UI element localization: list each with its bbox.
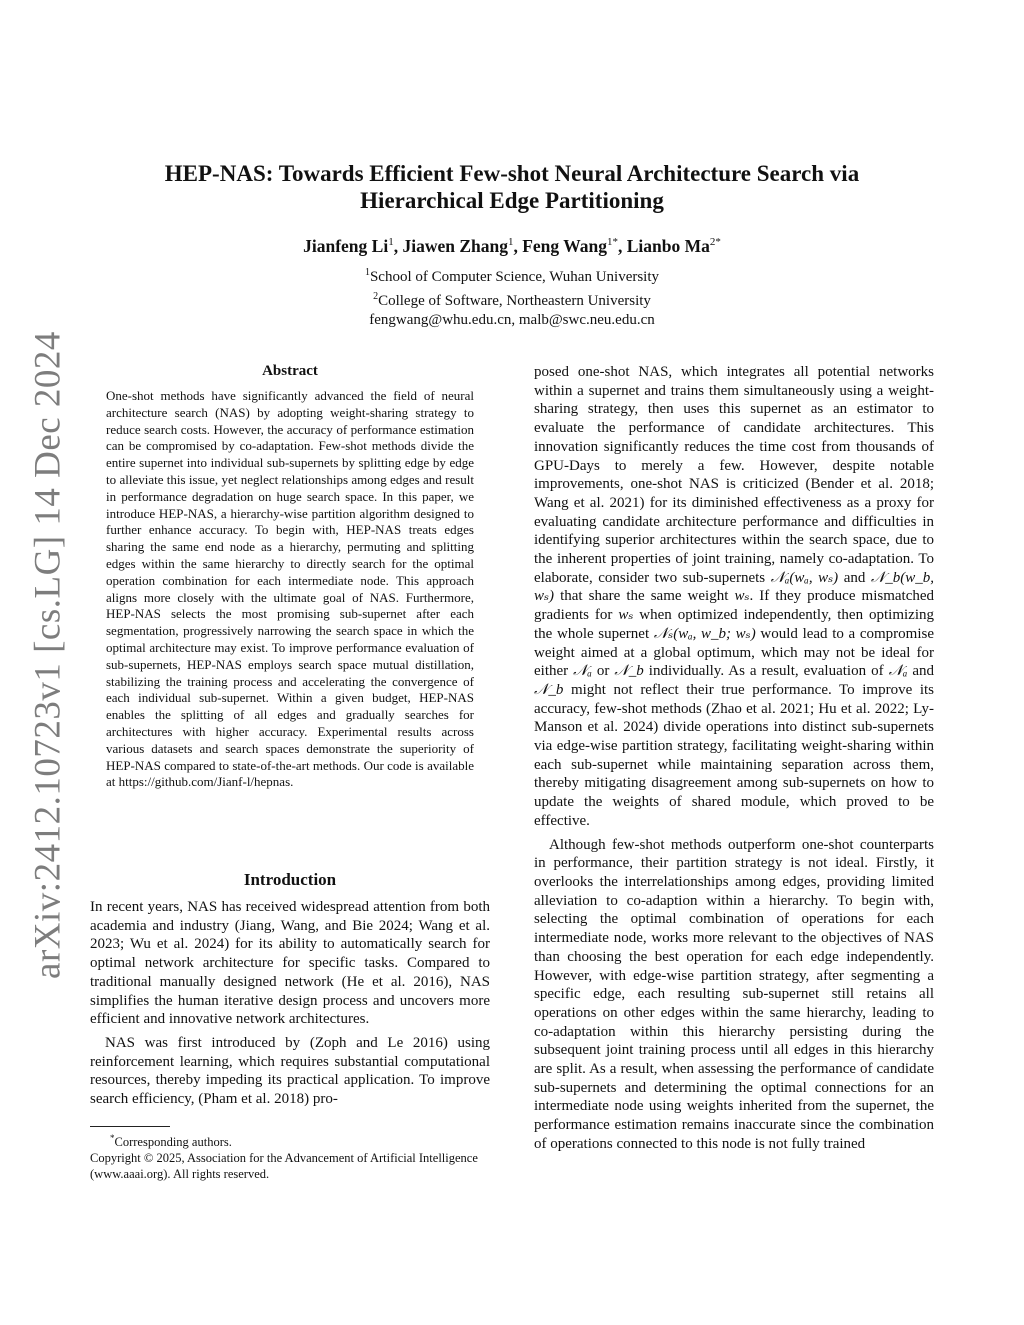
text-run: that share the same weight [560, 588, 729, 605]
affiliation-mark: 1 [364, 267, 370, 278]
math-expression: 𝒩_b(w_b, wₛ) [534, 569, 935, 605]
author-mark: 1 [388, 236, 394, 249]
text-run: and [843, 569, 866, 586]
math-expression: 𝒩ₛ(wₐ, w_b; wₛ) [653, 625, 756, 642]
math-expression: wₛ [734, 588, 750, 605]
affiliation-1 [100, 263, 924, 287]
affiliations [100, 263, 924, 330]
author-mark: 1 [507, 236, 514, 249]
title-line-2: Hierarchical Edge Partitioning [360, 188, 664, 213]
author-mark: 2* [709, 236, 721, 249]
intro-paragraph-2: NAS was first introduced by (Zoph and Le 2016) using reinforcement learning, which requires substantial computational resources, thereby impeding its practical application. To improve search efficiency, (Pham et al. 2018) pro- [90, 1034, 490, 1108]
author-name: Lianbo Ma [626, 236, 710, 256]
math-expression: wₛ [618, 607, 634, 624]
intro-paragraph-1: In recent years, NAS has received widespread attention from both academia and industry (Jiang, Wang, and Bie 2024; Wang et al. 2023; Wu et al. 2024) for its ability to automatically search for optimal network architecture for specific tasks. Compared to traditional manually designed network (He et al. 2016), NAS simplifies the human iterative design process and uncovers more efficient and innovative network architectures. [90, 899, 490, 1028]
arxiv-stamp: arXiv:2412.10723v1 [cs.LG] 14 Dec 2024 [27, 331, 69, 979]
affiliation-2 [100, 287, 924, 311]
math-expression: 𝒩ₐ [888, 663, 908, 680]
abstract-text: One-shot methods have significantly advanced the field of neural architecture search (NAS) by adopting weight-sharing strategy to reduce search costs. However, the accuracy of performance estimation can be compromised by co-adaptation. Few-shot methods divide the entire supernet into individual sub-supernets by splitting edge by edge to alleviate this issue, yet neglect relationships among edges and result in performance degradation on huge search space. In this paper, we introduce HEP-NAS, a hierarchy-wise partition algorithm designed to further enhance accuracy. To begin with, HEP-NAS treats edges sharing the same end node as a hierarchy, permuting and splitting edges within the same hierarchy to directly search for the optimal operation combination for each intermediate node. This approach aligns more closely with the ultimate goal of NAS. Furthermore, HEP-NAS selects the most promising sub-supernet after each segmentation, progressively narrowing the search space in which the optimal architecture may exist. To improve performance evaluation of sub-supernets, HEP-NAS employs search space mutual distillation, stabilizing the training process and accelerating the convergence of each individual sub-supernet. Within a given budget, HEP-NAS enables the splitting of all edges and gradually searches for architectures with higher accuracy. Experimental results across various datasets and search spaces demonstrate the superiority of HEP-NAS compared to state-of-the-art methods. Our code is available at https://github.com/Jianf-l/hepnas. [106, 388, 474, 790]
affiliation-text: College of Software, Northeastern University [378, 293, 651, 309]
right-paragraph-2: Although few-shot methods outperform one-shot counterparts in performance, their partition strategy is not ideal. Firstly, it overlooks the interrelationships among edges, providing limited alleviation to co-adaption within a hierarchy. To begin with, selecting the optimal combination of operations for each intermediate node, works more relevant to the objectives of NAS than choosing the best operation for each edge independently. However, with edge-wise partition strategy, after segmenting a specific edge, each resulting sub-supernet still retains all operations on other edges within the same hierarchy, leading to co-adaptation within this hierarchy persisting during the subsequent joint training process until all edges in this hierarchy are split. As a result, when assessing the performance of candidate sub-supernets and determining the optimal connections for an intermediate node using weights inherited from the supernet, the performance estimation remains inaccurate since the combination of operations connected to this node is not fully trained [534, 836, 934, 1152]
footnote-divider [90, 1126, 170, 1127]
author-name: Jiawen Zhang [402, 236, 508, 256]
right-column [534, 363, 934, 1154]
affiliation-text: School of Computer Science, Wuhan University [369, 269, 660, 285]
footnote-mark: * [110, 1133, 115, 1143]
author-name: Feng Wang [522, 236, 607, 256]
title-line-1: HEP-NAS: Towards Efficient Few-shot Neural Architecture Search via [164, 161, 860, 186]
copyright-notice: Copyright © 2025, Association for the Advancement of Artificial Intelligence (www.aaai.org). All rights reserved. [90, 1151, 478, 1182]
author-name: Jianfeng Li [303, 236, 389, 256]
math-expression: 𝒩ₐ [573, 663, 592, 680]
footnotes [90, 1130, 490, 1182]
author-emails: fengwang@whu.edu.cn, malb@swc.neu.edu.cn [369, 312, 655, 328]
footnote-corresponding [90, 1130, 490, 1150]
footnote-text: Corresponding authors. [114, 1135, 232, 1150]
affiliation-mark: 2 [373, 291, 379, 302]
math-expression: 𝒩_b [534, 681, 564, 698]
author-mark: 1* [606, 236, 618, 249]
introduction-body [90, 898, 490, 1109]
math-expression: 𝒩ₐ(wₐ, wₛ) [770, 569, 839, 586]
text-run: . If they produce mismatched gradients for [534, 588, 935, 624]
text-run: posed one-shot NAS, which integrates all potential networks within a supernet and trains them simultaneously using a weight-sharing strategy, then uses this supernet as an estimator to evaluate the performance of candidate architectures. This innovation significantly reduces the time cost from thousands of GPU-Days to merely a few. However, despite notable improvements, one-shot NAS is criticized (Bender et al. 2018; Wang et al. 2021) for its diminished effectiveness as a proxy for evaluating candidate architecture performance and difficulties in identifying superior architectures within the search space, due to the inherent properties of joint training, namely co-adaptation. To elaborate, consider two sub-supernets [534, 364, 934, 586]
author-list: Jianfeng Li$^1$, Jiawen Zhang$^1$, Feng Wang$^{1*}$, Lianbo $Ma^{2*}$ [303, 236, 721, 256]
text-run: might not reflect their true performance. To improve its accuracy, few-shot methods (Zhao et al. 2021; Hu et al. 2022; Ly-Manson et al. 2024) divide operations into distinct sub-supernets via edge-wise partition strategy, facilitating weight-sharing within each sub-supernet while maintaining separation across them, thereby mitigating disagreement among sub-supernets on how to update the weights of shared module, which proved to be effective. [534, 681, 934, 829]
math-expression: 𝒩_b [614, 663, 644, 680]
text-run: would lead to a compromise weight aimed at a global optimum, which may not be ideal for either [534, 625, 935, 680]
right-paragraph-1 [534, 363, 934, 831]
introduction-heading: Introduction [243, 870, 337, 889]
text-run: or [596, 663, 610, 680]
text-run: when optimized independently, then optimizing the whole supernet [534, 607, 934, 642]
text-run: and [912, 663, 935, 680]
paper-title [100, 160, 924, 214]
abstract [106, 363, 474, 791]
text-run: individually. As a result, evaluation of [648, 663, 884, 680]
abstract-heading: Abstract [262, 363, 318, 379]
